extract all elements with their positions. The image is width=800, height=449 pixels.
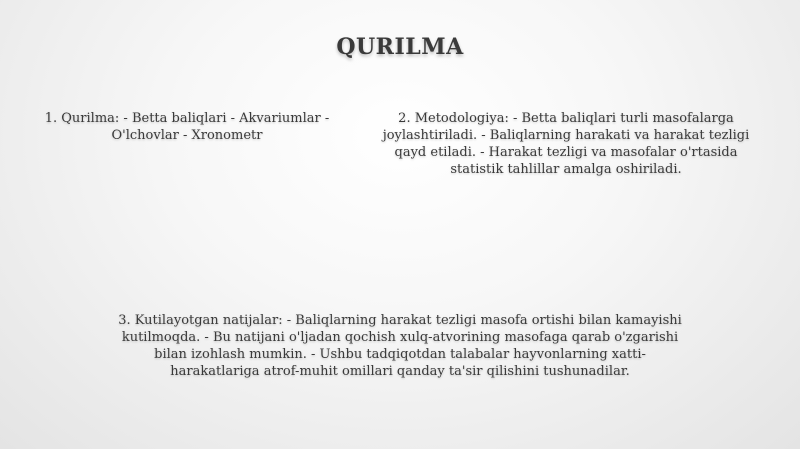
equipment-text-block: 1. Qurilma: - Betta baliqlari - Akvariumlar - O'lchovlar - Xronometr xyxy=(44,111,330,143)
slide-title: QURILMA xyxy=(336,34,464,60)
methodology-text-block: 2. Metodologiya: - Betta baliqlari turli masofalarga joylashtiriladi. - Baliqlarning harakati va harakat tezligi qayd etiladi. - Harakat tezligi va masofalar o'rtasida statistik tahlillar amalga oshiriladi. xyxy=(382,111,750,177)
expected-results-text-block: 3. Kutilayotgan natijalar: - Baliqlarning harakat tezligi masofa ortishi bilan kamayishi kutilmoqda. - Bu natijani o'ljadan qochish xulq-atvorining masofaga qarab o'zgarishi bilan izohlash mumkin. - Ushbu tadqiqotdan talabalar hayvonlarning xatti-harakatlariga atrof-muhit omillari qanday ta'sir qilishini tushunadilar. xyxy=(118,313,682,379)
